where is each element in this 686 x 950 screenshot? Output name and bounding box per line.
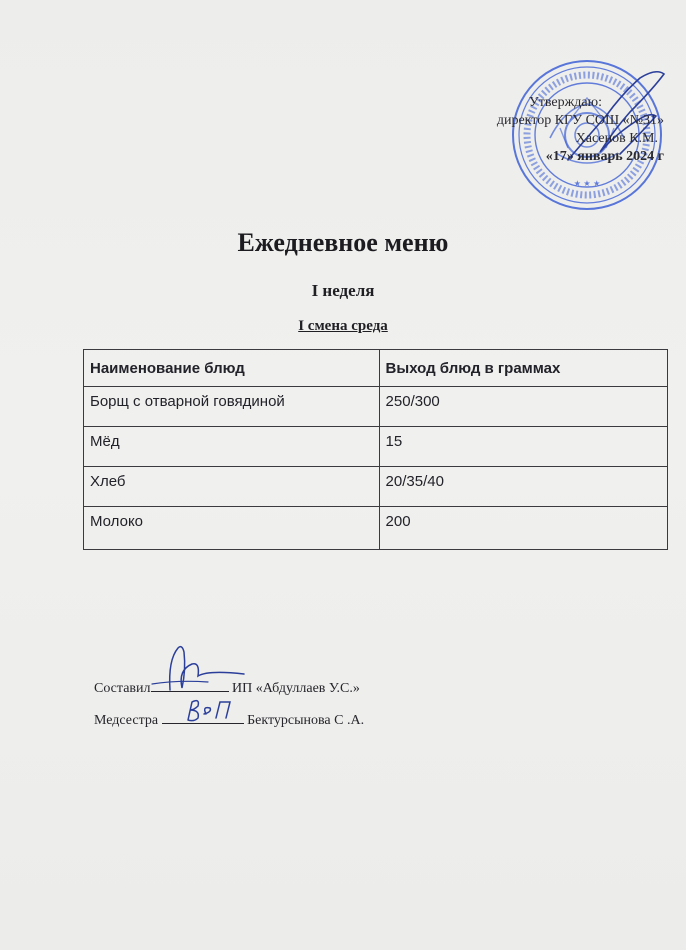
header-portion: Выход блюд в граммах xyxy=(379,350,667,387)
table-header-row xyxy=(84,350,668,387)
approval-date: «17» январь 2024 г xyxy=(545,149,664,164)
table-row xyxy=(84,507,668,550)
header-dish-name: Наименование блюд xyxy=(84,350,380,387)
nurse-line xyxy=(94,711,364,729)
menu-table xyxy=(83,349,668,550)
svg-text:★ ★ ★: ★ ★ ★ xyxy=(573,179,601,188)
dish-portion: 250/300 xyxy=(379,387,667,427)
table-row xyxy=(84,427,668,467)
table-row xyxy=(84,467,668,507)
dish-name: Молоко xyxy=(84,507,380,550)
dish-portion: 20/35/40 xyxy=(379,467,667,507)
page-title: Ежедневное меню xyxy=(237,228,449,257)
shift-label: I смена среда xyxy=(298,318,388,334)
signature-blank xyxy=(162,711,244,724)
compiler-label: Составил xyxy=(94,681,151,696)
dish-name: Хлеб xyxy=(84,467,380,507)
dish-portion: 200 xyxy=(379,507,667,550)
dish-name: Борщ с отварной говядиной xyxy=(84,387,380,427)
week-label: I неделя xyxy=(311,281,375,300)
nurse-label: Медсестра xyxy=(94,713,159,728)
approval-block xyxy=(454,94,664,166)
signature-blank xyxy=(151,679,229,692)
nurse-name: Бектурсынова С .А. xyxy=(247,713,365,728)
compiler-name: ИП «Абдуллаев У.С.» xyxy=(232,681,360,696)
dish-portion: 15 xyxy=(379,427,667,467)
compiler-line xyxy=(94,679,360,697)
approval-position: директор КГУ СОШ «№31» xyxy=(496,113,664,128)
dish-name: Мёд xyxy=(84,427,380,467)
table-row xyxy=(84,387,668,427)
approval-name: Хасенов К.М. xyxy=(575,131,658,146)
approval-heading: Утверждаю: xyxy=(528,95,602,110)
